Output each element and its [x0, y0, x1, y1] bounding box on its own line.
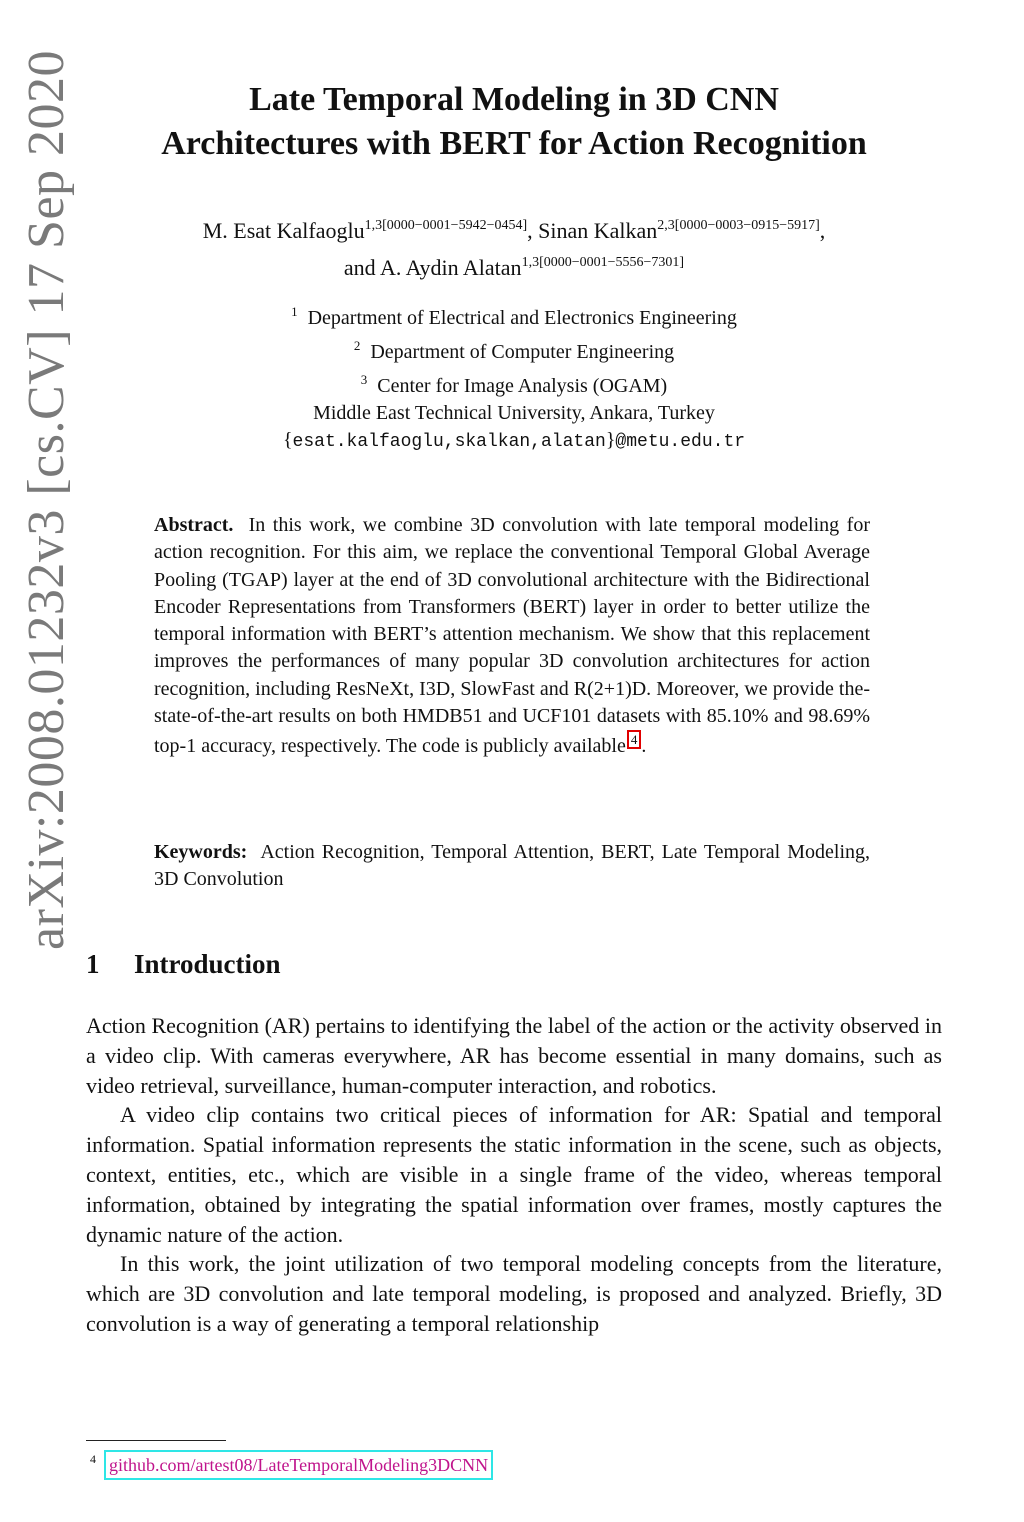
affiliation-2-number: 2	[353, 338, 361, 353]
affiliation-2	[86, 332, 942, 366]
paper-title	[86, 78, 942, 166]
footnote-4	[90, 1444, 493, 1480]
abstract	[154, 512, 870, 761]
paragraph: Action Recognition (AR) pertains to identifying the label of the action or the activity observed in a video clip. With cameras everywhere, AR has become essential in many domains, such as video retrieval, surveillance, human-computer interaction, and robotics.	[86, 1013, 942, 1098]
affiliation-1-number: 1	[291, 304, 298, 319]
paragraph: A video clip contains two critical pieces of information for AR: Spatial and temporal information. Spatial information represents the static information in the scene, such as objects, context, entities, etc., which are visible in a single frame of the video, whereas temporal information, obtained by integrating the spatial information over frames, mostly captures the dynamic nature of the action.	[86, 1102, 942, 1247]
email-addresses	[86, 427, 942, 456]
author-3-orcid: 1,3[0000−0001−5556−7301]	[521, 255, 685, 270]
email-domain: @metu.edu.tr	[615, 432, 746, 452]
author-2-orcid: 2,3[0000−0003−0915−5917]	[657, 218, 820, 233]
author-2-name: , Sinan Kalkan	[527, 218, 658, 243]
affiliation-1-text: Department of Electrical and Electronics Engineering	[307, 307, 737, 329]
footnote-divider	[86, 1440, 226, 1441]
github-repository-link[interactable]: github.com/artest08/LateTemporalModeling3DCNN	[104, 1450, 493, 1480]
abstract-text: In this work, we combine 3D convolution with late temporal modeling for action recognition. For this aim, we replace the conventional Temporal Global Average Pooling (TGAP) layer at the end of 3D convolutional architecture with the Bidirectional Encoder Representations from Transformers (BERT) layer in order to better utilize the temporal information with BERT’s attention mechanism. We show that this replacement improves the performances of many popular 3D convolution architectures for action recognition, including ResNeXt, I3D, SlowFast and R(2+1)D. Moreover, we provide the-state-of-the-art results on both HMDB51 and UCF101 datasets with 85.10% and 98.69% top-1 accuracy, respectively. The code is publicly available	[154, 514, 871, 758]
affiliation-1	[86, 298, 942, 332]
affiliation-2-text: Department of Computer Engineering	[370, 341, 675, 363]
section-number: 1	[86, 949, 100, 979]
abstract-end: .	[641, 735, 647, 758]
author-1-name: M. Esat Kalfaoglu	[202, 218, 365, 243]
authors-line-2	[86, 247, 942, 284]
keywords	[154, 839, 870, 894]
email-names: esat.kalfaoglu,skalkan,alatan	[292, 432, 606, 452]
university: Middle East Technical University, Ankara, Turkey	[313, 402, 715, 424]
author-3-name: and A. Aydin Alatan	[343, 255, 522, 280]
title-line-2: Architectures with BERT for Action Recognition	[161, 125, 867, 162]
title-line-1: Late Temporal Modeling in 3D CNN	[249, 81, 779, 118]
introduction-body	[86, 1011, 942, 1339]
footnote-4-reference-link[interactable]: 4	[627, 730, 642, 749]
affiliation-3-number: 3	[360, 372, 368, 387]
email-brace-open: {	[282, 429, 293, 451]
affiliation-3	[86, 366, 942, 400]
abstract-label: Abstract.	[154, 514, 234, 536]
keywords-text: Action Recognition, Temporal Attention, BERT, Late Temporal Modeling, 3D Convolution	[154, 841, 870, 891]
author-separator: ,	[819, 218, 826, 243]
email-brace-close: }	[605, 429, 616, 451]
section-title: Introduction	[134, 949, 281, 979]
arxiv-identifier-stamp: arXiv:2008.01232v3 [cs.CV] 17 Sep 2020	[18, 49, 75, 950]
section-heading-introduction	[86, 944, 281, 984]
authors-line-1	[86, 210, 942, 247]
author-1-orcid: 1,3[0000−0001−5942−0454]	[364, 218, 528, 233]
affiliations	[86, 298, 942, 456]
keywords-label: Keywords:	[154, 841, 248, 863]
author-list	[86, 210, 942, 284]
affiliation-3-text: Center for Image Analysis (OGAM)	[377, 375, 668, 397]
paragraph: In this work, the joint utilization of two temporal modeling concepts from the literature, which are 3D convolution and late temporal modeling, is proposed and analyzed. Briefly, 3D convolution is a way of generating a temporal relationship	[86, 1251, 942, 1336]
footnote-number: 4	[90, 1452, 96, 1466]
